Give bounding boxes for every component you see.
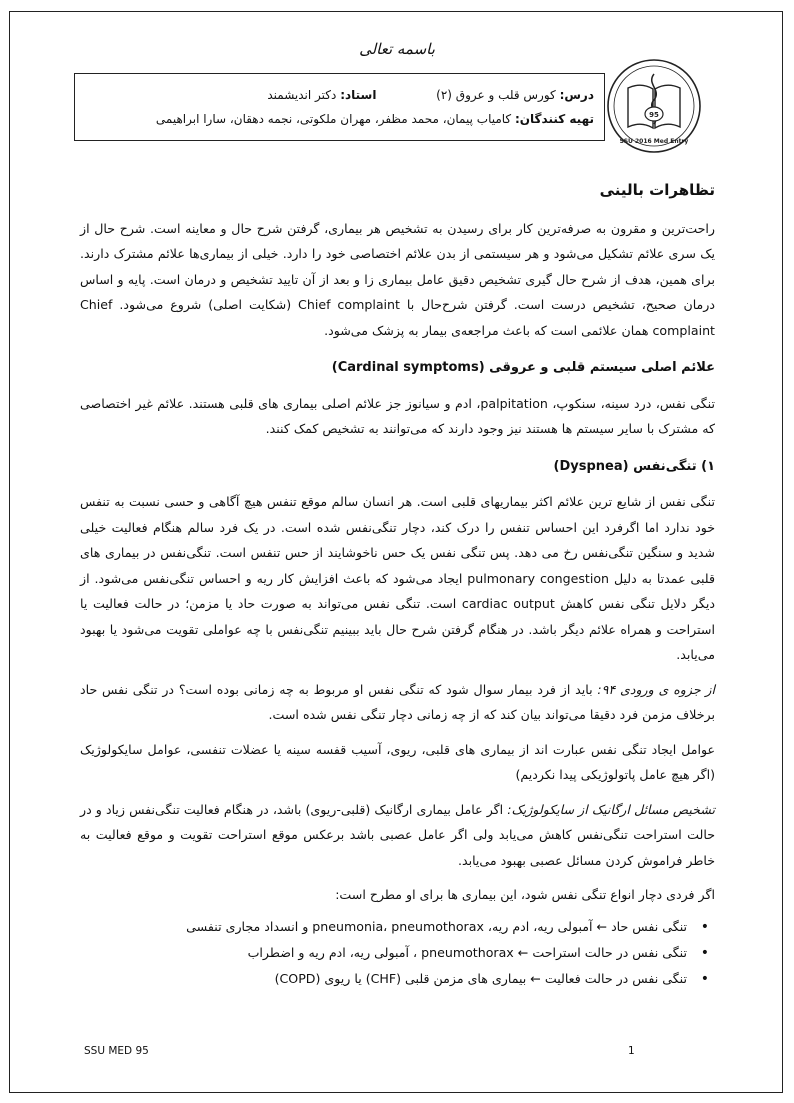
dyspnea-heading: ۱) تنگی‌نفس (Dyspnea) bbox=[553, 458, 715, 474]
bismillah-heading: باسمه تعالی bbox=[359, 40, 435, 58]
course-teacher-row bbox=[85, 83, 594, 107]
causes-paragraph: عوامل ایجاد تنگی نفس عبارت اند از بیماری های قلبی، ریوی، آسیب قفسه سینه یا عضلات تنفسی، عوامل سایکولوژیک (اگر هیچ عامل پاتولوژیکی پیدا نکردیم) bbox=[80, 741, 715, 782]
dyspnea-types-list bbox=[80, 914, 715, 992]
exam-note-prefix: از جزوه ی ورودی ۹۴: bbox=[597, 681, 715, 697]
cardinal-symptoms-heading: علائم اصلی سیستم قلبی و عروقی (Cardinal symptoms) bbox=[331, 360, 715, 375]
teacher-label: استاد: bbox=[340, 88, 377, 102]
prepared-label: تهیه کنندگان: bbox=[514, 112, 594, 126]
exam-note-text: باید از فرد بیمار سوال شود که تنگی نفس او مربوط به چه زمانی بوده است؟ در تنگی نفس حاد برخلاف مزمن فرد دقیقا می‌تواند بیان کند که از چه زمانی دچار تنگی نفس شده است. bbox=[80, 681, 715, 722]
list-item: • تنگی نفس حاد ← آمبولی ریه، ادم ریه، pneumonia، pneumothorax و انسداد مجاری تنفسی bbox=[80, 914, 687, 940]
page-number: 1 bbox=[628, 1045, 635, 1057]
prepared-by-row bbox=[85, 107, 594, 131]
ssu-logo-emblem bbox=[606, 58, 702, 154]
main-content bbox=[80, 178, 715, 992]
list-item: • تنگی نفس در حالت استراحت ← pneumothorax ، آمبولی ریه، ادم ریه و اضطراب bbox=[80, 940, 687, 966]
dyspnea-paragraph: تنگی نفس از شایع ترین علائم اکثر بیماریهای قلبی است. هر انسان سالم موقع تنفس هیچ آگاهی و حسی نسبت به تنفس خود ندارد اما اگرفرد این احساس تنفس را درک کند، دچار تنگی‌نفس شده است. در یک فرد سالم هنگام فعالیت خیلی شدید و سنگین تنگی‌نفس رخ می دهد. پس تنگی نفس یک حس ناخوشایند از حس تنفس است. تنگی‌نفس در بیماری های قلبی عمدتا به دلیل pulmonary congestion ایجاد می‌شود که باعث افزایش کار ریه و احساس تنگی‌نفس می‌شود. از دیگر دلایل تنگی نفس کاهش cardiac output است. تنگی نفس می‌تواند به صورت حاد یا مزمن؛ در حالت فعالیت یا استراحت و همراه علائم دیگر باشد. در هنگام گرفتن شرح حال باید ببینیم تنگی‌نفس با چه عواملی تقویت می‌شود یا بهبود می‌یابد. bbox=[80, 494, 716, 662]
course-value: کورس قلب و عروق (۲) bbox=[436, 88, 556, 102]
diagnosis-prefix: تشخیص مسائل ارگانیک از سایکولوژیک: bbox=[507, 801, 715, 817]
footer-label: SSU MED 95 bbox=[84, 1045, 149, 1057]
diagnosis-paragraph bbox=[80, 797, 715, 874]
course-info-box bbox=[74, 73, 605, 141]
exam-note-paragraph bbox=[80, 677, 715, 728]
logo-badge-text: 95 bbox=[649, 111, 659, 119]
cardinal-symptoms-paragraph: تنگی نفس، درد سینه، سنکوپ، palpitation، ادم و سیانوز جز علائم اصلی بیماری های قلبی هستند. علائم غیر اختصاصی که مشترک با سایر سیستم ها هستند نیز وجود دارند که می‌توانند به تشخیص کمک کنند. bbox=[80, 395, 715, 436]
diagnosis-text: اگر عامل بیماری ارگانیک (قلبی-ریوی) باشد، در هنگام فعالیت تنگی‌نفس زیاد و در حالت استراحت تنگی‌نفس کاهش می‌یابد ولی اگر عامل عصبی باشد برعکس موقع استراحت تقویت و موقع فعالیت به خاطر فراموش کردن مسائل عصبی بهبود می‌یابد. bbox=[80, 801, 715, 868]
list-item: • تنگی نفس در حالت فعالیت ← بیماری های مزمن قلبی (CHF) یا ریوی (COPD) bbox=[80, 966, 687, 992]
section-title: تظاهرات بالینی bbox=[599, 181, 715, 199]
teacher-value: دکتر اندیشمند bbox=[267, 88, 337, 102]
course-label: درس: bbox=[559, 88, 594, 102]
prepared-value: کامیاب پیمان، محمد مظفر، مهران ملکوتی، نجمه دهقان، سارا ابراهیمی bbox=[155, 112, 512, 126]
intro-paragraph: راحت‌ترین و مقرون به صرفه‌ترین کار برای رسیدن به تشخیص هر بیماری، گرفتن شرح حال و معاینه است. شرح حال از یک سری علائم تشکیل می‌شود و هر سیستمی از بدن علائم اختصاصی خود را دارد. خیلی از بیماری‌ها علائم مشترک دارند. برای همین، هدف از شرح حال گیری تشخیص دقیق عامل بیماری زا و بعد از آن تایید تشخیص و درمان است. پایه و اساس درمان صحیح، تشخیص درست است. گرفتن شرح‌حال با Chief complaint (شکایت اصلی) شروع می‌شود. Chief complaint همان علائمی است که باعث مراجعه‌ی بیمار به پزشک می‌شود. bbox=[80, 220, 715, 338]
logo-caption: SSU 2016 Med Entry bbox=[619, 138, 689, 145]
list-intro: اگر فردی دچار انواع تنگی نفس شود، این بیماری ها برای او مطرح است: bbox=[335, 887, 715, 902]
